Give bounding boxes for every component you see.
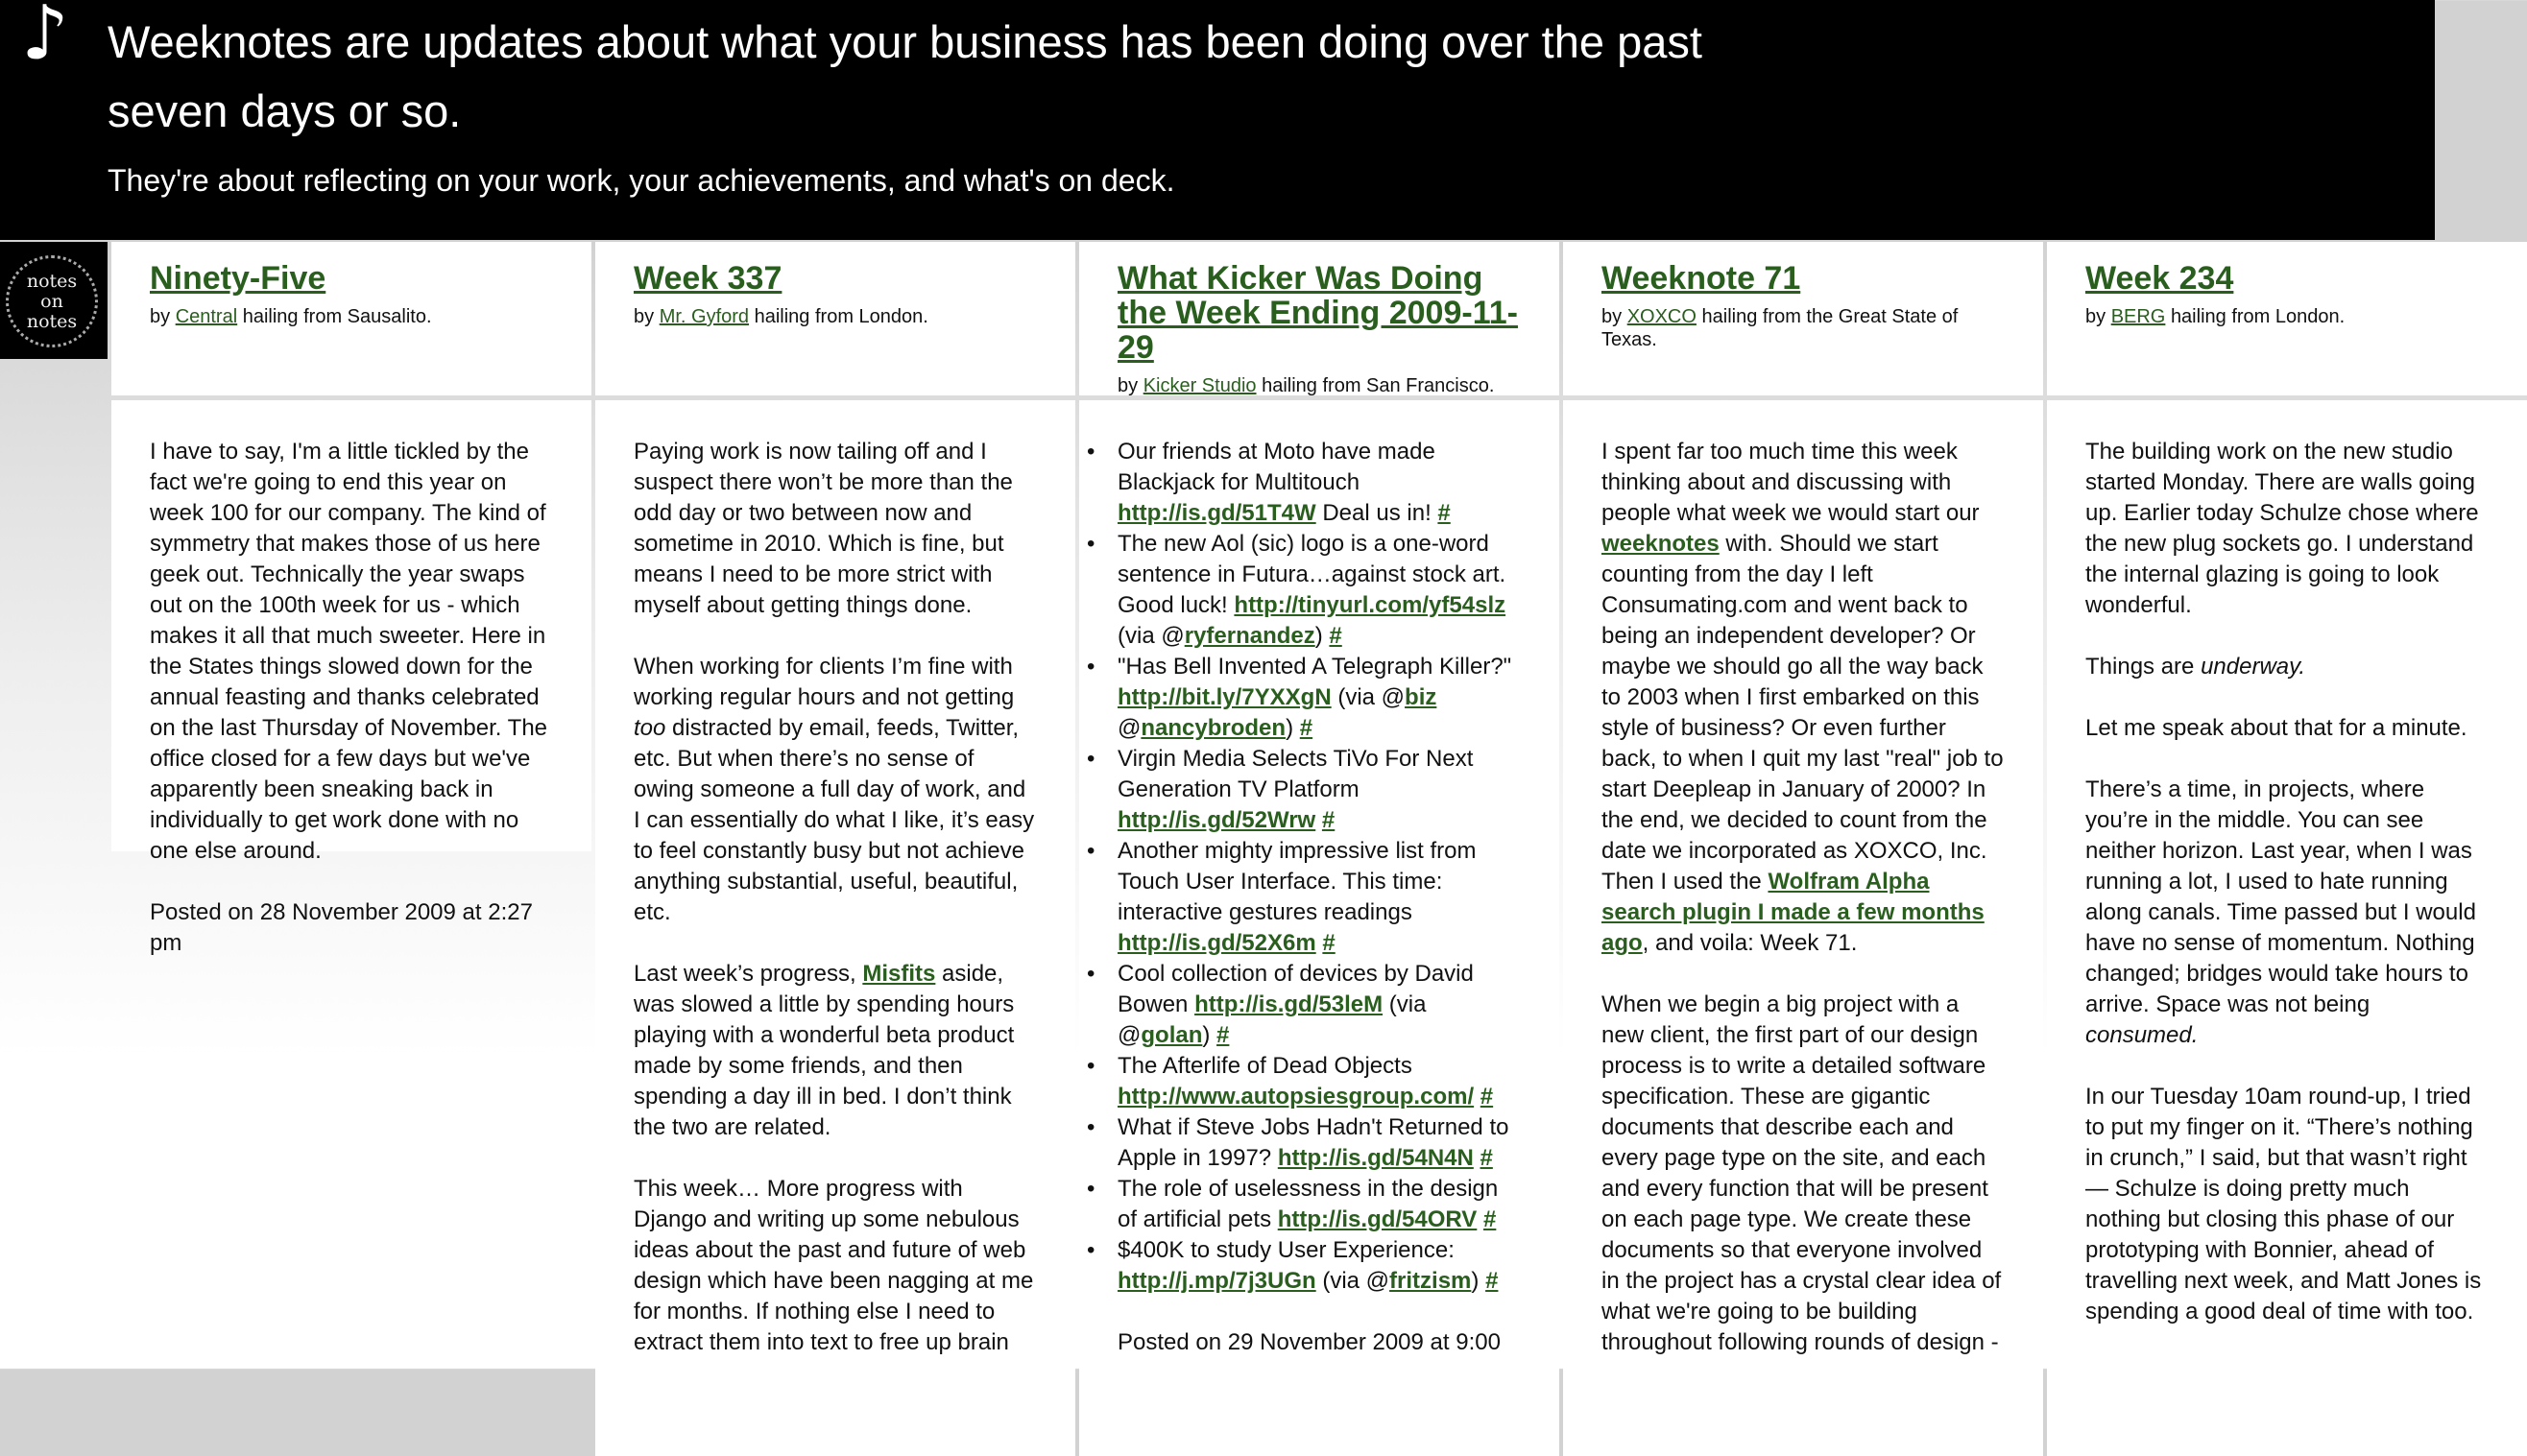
- weeknote-paragraph: [1601, 437, 2005, 959]
- weeknote-body: [1563, 400, 2043, 1456]
- list-item: [1118, 1051, 1521, 1112]
- item-text: Another mighty impressive list from Touch User Interface. This time: interactive gestures readings: [1118, 838, 1477, 925]
- weeknote-header: [2047, 242, 2527, 395]
- byline-location: hailing from Sausalito.: [242, 306, 432, 327]
- item-link[interactable]: http://is.gd/52Wrw: [1118, 807, 1316, 833]
- byline-location: hailing from London.: [2170, 306, 2346, 327]
- item-text: The new Aol (sic) logo is a one-word sentence in Futura…against stock art. Good luck!: [1118, 531, 1506, 618]
- user-link[interactable]: ryfernandez: [1184, 623, 1315, 649]
- permalink-hash[interactable]: #: [1321, 807, 1336, 833]
- site-header: [0, 0, 2435, 240]
- item-text: [1474, 1145, 1480, 1171]
- author-link[interactable]: BERG: [2110, 306, 2166, 327]
- permalink-hash[interactable]: #: [1329, 623, 1342, 649]
- weeknote-paragraph: This week… More progress with Django and writing up some nebulous ideas about the past and future of web design which have been nagging at me for months. If nothing else I need to extract them into text to free up brain: [634, 1176, 1034, 1355]
- permalink-hash[interactable]: #: [1480, 1084, 1494, 1110]
- author-link[interactable]: Mr. Gyford: [659, 306, 750, 327]
- posted-date: Posted on 29 November 2009 at 9:00: [1118, 1329, 1501, 1355]
- weeknote-paragraph: Let me speak about that for a minute.: [2085, 715, 2467, 741]
- weeknote-header: [111, 242, 591, 395]
- notes-on-notes-badge: [6, 255, 98, 347]
- emphasis-text: consumed.: [2085, 1022, 2199, 1048]
- weeknote-column: [1079, 242, 1559, 1456]
- weeknote-header: [1563, 242, 2043, 395]
- weeknote-column: [2047, 242, 2527, 1456]
- byline-by: by: [2085, 306, 2106, 327]
- weeknote-paragraph: When we begin a big project with a new client, the first part of our design process is to write a detailed software specification. These are gigantic documents that describe each and every page type on the site, and each and every function that will be present on each page type. We create these documents so that everyone involved in the project has a crystal clear idea of what we're going to be building throughout following rounds of design -: [1601, 991, 2002, 1355]
- byline-by: by: [150, 306, 171, 327]
- user-link[interactable]: fritzism: [1389, 1268, 1472, 1294]
- weeknote-paragraph: The building work on the new studio started Monday. There are walls going up. Earlier today Schulze chose where the new plug sockets go. I understand the internal glazing is going to look wonderful.: [2085, 439, 2479, 618]
- byline-by: by: [1601, 306, 1623, 327]
- weeknote-body: [2047, 400, 2527, 1456]
- item-text: The role of uselessness in the design of artificial pets: [1118, 1176, 1499, 1232]
- weeknote-body: [1079, 400, 1559, 1456]
- site-tagline: Weeknotes are updates about what your business has been doing over the past seven days or so.: [108, 16, 1702, 136]
- emphasis-text: underway.: [2201, 654, 2306, 680]
- weeknote-title-link[interactable]: What Kicker Was Doing the Week Ending 2009-11-29: [1118, 260, 1518, 366]
- item-text: Deal us in!: [1315, 500, 1438, 526]
- text-fragment: Last week’s progress,: [634, 961, 863, 987]
- author-link[interactable]: Kicker Studio: [1143, 375, 1257, 396]
- item-text: Virgin Media Selects TiVo For Next Generation TV Platform: [1118, 746, 1474, 802]
- weeknote-header: [1079, 242, 1559, 395]
- item-text: [1315, 807, 1322, 833]
- item-text: @: [1118, 715, 1142, 741]
- weeknote-byline: [634, 305, 1037, 328]
- item-text: (via @: [1315, 1268, 1390, 1294]
- posted-date: Posted on 28 November 2009 at 2:27 pm: [150, 899, 533, 956]
- item-link[interactable]: http://bit.ly/7YXXgN: [1118, 684, 1332, 710]
- weeknote-paragraph: [2085, 775, 2489, 1051]
- author-link[interactable]: XOXCO: [1626, 306, 1697, 327]
- weeknote-title-link[interactable]: Week 234: [2085, 260, 2234, 297]
- emphasis-text: too: [634, 715, 666, 741]
- item-link[interactable]: http://tinyurl.com/yf54slz: [1234, 592, 1506, 618]
- permalink-hash[interactable]: #: [1482, 1206, 1497, 1232]
- permalink-hash[interactable]: #: [1322, 930, 1336, 956]
- weeknote-title-link[interactable]: Ninety-Five: [150, 260, 326, 297]
- weeknote-paragraph: In our Tuesday 10am round-up, I tried to put my finger on it. “There’s nothing in crunch,” I said, but that wasn’t right — Schulze is doing pretty much nothing but closing this phase of our prototyping with Bonnier, ahead of travelling next week, and Matt Jones is spending a good deal of time with too.: [2085, 1084, 2482, 1325]
- weeknotes-link[interactable]: weeknotes: [1601, 531, 1720, 557]
- text-fragment: Things are: [2085, 654, 2202, 680]
- byline-location: hailing from London.: [754, 306, 928, 327]
- weeknote-paragraph: I have to say, I'm a little tickled by the fact we're going to end this year on week 100 for our company. The kind of symmetry that makes those of us here geek out. Technically the year swaps out on the 100th week for us - which makes it all that much sweeter. Here in the States things slowed down for the annual feasting and thanks celebrated on the last Thursday of November. The office closed for a few days but we've apparently been sneaking back in individually to get work done with no one else around.: [150, 439, 548, 864]
- list-item: [1118, 1112, 1521, 1174]
- list-item: [1118, 437, 1521, 529]
- list-item: [1118, 1235, 1521, 1297]
- weeknote-byline: [2085, 305, 2489, 328]
- permalink-hash[interactable]: #: [1216, 1022, 1230, 1048]
- text-fragment: There’s a time, in projects, where you’re in the middle. You can see neither horizon. Last year, when I was running a lot, I used to hate running along canals. Time passed but I would have no sense of momentum. Nothing changed; bridges would take hours to arrive. Space was not being: [2085, 776, 2476, 1017]
- item-text: (via @: [1118, 623, 1185, 649]
- text-fragment: , and voila: Week 71.: [1642, 930, 1858, 956]
- weeknote-body: [111, 400, 591, 956]
- byline-location: hailing from San Francisco.: [1262, 375, 1495, 396]
- wolfram-alpha-link[interactable]: Wolfram Alpha search plugin I made a few months ago: [1601, 869, 1985, 956]
- item-text: Cool collection of devices by David Bowen: [1118, 961, 1474, 1017]
- item-text: What if Steve Jobs Hadn't Returned to Apple in 1997?: [1118, 1114, 1509, 1171]
- item-text: ): [1471, 1268, 1486, 1294]
- weeknote-body: [595, 400, 1075, 1456]
- item-link[interactable]: http://is.gd/53leM: [1194, 991, 1384, 1017]
- text-fragment: aside, was slowed a little by spending hours playing with a wonderful beta product made by some friends, and then spending a day ill in bed. I don’t think the two are related.: [634, 961, 1015, 1140]
- weeknote-paragraph: [634, 959, 1037, 1143]
- site-logo[interactable]: [0, 242, 108, 359]
- permalink-hash[interactable]: #: [1480, 1145, 1493, 1171]
- item-link[interactable]: http://is.gd/51T4W: [1118, 500, 1316, 526]
- weeknote-header: [595, 242, 1075, 395]
- text-fragment: distracted by email, feeds, Twitter, etc. But when there’s no sense of owing someone a full day of work, and I can essentially do what I like, it’s easy to feel constantly busy but not achieve anything substantial, useful, beautiful, etc.: [634, 715, 1035, 925]
- item-text: [1474, 1084, 1480, 1110]
- weeknote-column: [1563, 242, 2043, 1456]
- site-subline: They're about reflecting on your work, your achievements, and what's on deck.: [108, 163, 1175, 198]
- user-link[interactable]: golan: [1141, 1022, 1203, 1048]
- weeknote-title-link[interactable]: Week 337: [634, 260, 782, 297]
- weeknote-paragraph: Paying work is now tailing off and I suspect there won’t be more than the odd day or two between now and sometime in 2010. Which is fine, but means I need to be more strict with myself about getting things done.: [634, 439, 1013, 618]
- list-item: [1118, 959, 1521, 1051]
- weeknote-paragraph: [2085, 652, 2489, 682]
- user-link[interactable]: biz: [1405, 684, 1437, 710]
- item-link[interactable]: http://is.gd/54N4N: [1277, 1145, 1474, 1171]
- list-item: [1118, 836, 1521, 959]
- misfits-link[interactable]: Misfits: [862, 961, 936, 987]
- weeknote-byline: [1601, 305, 2005, 351]
- music-note-icon: ♪: [21, 0, 69, 77]
- weeknote-column: [595, 242, 1075, 1456]
- item-link[interactable]: http://is.gd/54ORV: [1277, 1206, 1478, 1232]
- item-text: ): [1286, 715, 1300, 741]
- tweet-list: [1118, 437, 1521, 1297]
- logo-line: notes: [26, 271, 78, 292]
- item-text: ): [1202, 1022, 1217, 1048]
- permalink-hash[interactable]: #: [1485, 1268, 1499, 1294]
- byline-by: by: [634, 306, 655, 327]
- item-link[interactable]: http://is.gd/52X6m: [1118, 930, 1316, 956]
- byline-location: hailing from the Great State of Texas.: [1601, 306, 1959, 350]
- item-link[interactable]: http://j.mp/7j3UGn: [1118, 1268, 1316, 1294]
- logo-line: on: [40, 291, 63, 312]
- user-link[interactable]: nancybroden: [1141, 715, 1287, 741]
- list-item: [1118, 529, 1521, 652]
- weeknote-title-link[interactable]: Weeknote 71: [1601, 260, 1801, 297]
- text-fragment: with. Should we start counting from the day I left Consumating.com and went back to being an independent developer? Or maybe we should go all the way back to 2003 when I first embarked on this style of business? Or even further back, to when I quit my last "real" job to start Deepleap in January of 2000? In the end, we decided to count from the date we incorporated as XOXCO, Inc. Then I used the: [1601, 531, 2004, 895]
- list-item: [1118, 744, 1521, 836]
- item-text: Our friends at Moto have made Blackjack for Multitouch: [1118, 439, 1435, 495]
- permalink-hash[interactable]: #: [1299, 715, 1313, 741]
- weeknote-column: [111, 242, 591, 956]
- item-text: $400K to study User Experience:: [1118, 1237, 1455, 1263]
- list-item: [1118, 652, 1521, 744]
- weeknote-byline: [1118, 374, 1521, 397]
- item-link[interactable]: http://www.autopsiesgroup.com/: [1118, 1084, 1475, 1110]
- byline-by: by: [1118, 375, 1139, 396]
- item-text: The Afterlife of Dead Objects: [1118, 1053, 1412, 1079]
- text-fragment: When working for clients I’m fine with working regular hours and not getting: [634, 654, 1015, 710]
- list-item: [1118, 1174, 1521, 1235]
- item-text: "Has Bell Invented A Telegraph Killer?": [1118, 654, 1512, 680]
- author-link[interactable]: Central: [175, 306, 238, 327]
- permalink-hash[interactable]: #: [1437, 500, 1451, 526]
- item-text: (via @: [1331, 684, 1406, 710]
- item-text: (via @: [1118, 991, 1427, 1048]
- weeknote-byline: [150, 305, 553, 328]
- text-fragment: I spent far too much time this week thinking about and discussing with people what week we would start our: [1601, 439, 1980, 526]
- item-text: [1477, 1206, 1483, 1232]
- weeknote-paragraph: [634, 652, 1037, 928]
- logo-line: notes: [26, 311, 78, 332]
- item-text: ): [1314, 623, 1330, 649]
